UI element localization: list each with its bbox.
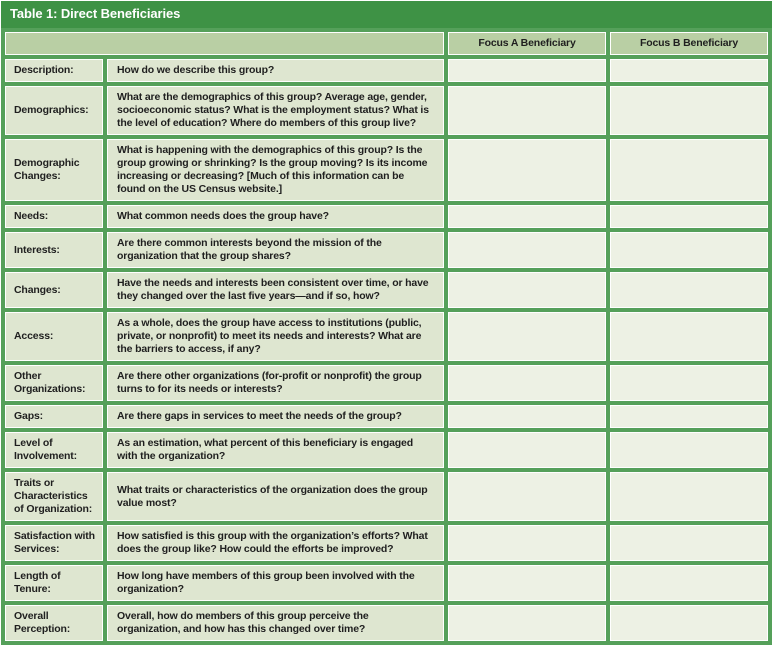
table-row xyxy=(5,86,768,135)
row-label: Needs: xyxy=(5,205,103,228)
row-label: Satisfaction with Services: xyxy=(5,525,103,561)
beneficiaries-grid xyxy=(1,28,772,645)
focus-a-cell xyxy=(448,312,606,361)
row-label: Overall Perception: xyxy=(5,605,103,641)
row-question: What are the demographics of this group? Average age, gender, socioeconomic status? What is the employment status? What is the level of education? Where do members of this group live? xyxy=(107,86,444,135)
table-row xyxy=(5,365,768,401)
focus-b-cell xyxy=(610,272,768,308)
focus-a-cell xyxy=(448,205,606,228)
row-label: Length of Tenure: xyxy=(5,565,103,601)
row-question: Overall, how do members of this group perceive the organization, and how has this changed over time? xyxy=(107,605,444,641)
row-label: Demographics: xyxy=(5,86,103,135)
column-header-spacer xyxy=(5,32,444,55)
focus-b-cell xyxy=(610,365,768,401)
table-body xyxy=(5,59,768,641)
table-row xyxy=(5,232,768,268)
focus-b-cell xyxy=(610,205,768,228)
focus-a-cell xyxy=(448,59,606,82)
row-question: Are there gaps in services to meet the needs of the group? xyxy=(107,405,444,428)
row-label: Other Organizations: xyxy=(5,365,103,401)
focus-a-cell xyxy=(448,525,606,561)
table-row xyxy=(5,205,768,228)
row-label: Description: xyxy=(5,59,103,82)
table-title-bar xyxy=(1,1,772,28)
row-question: How do we describe this group? xyxy=(107,59,444,82)
focus-b-cell xyxy=(610,59,768,82)
row-question: Have the needs and interests been consistent over time, or have they changed over the last five years—and if so, how? xyxy=(107,272,444,308)
focus-a-cell xyxy=(448,565,606,601)
focus-b-cell xyxy=(610,605,768,641)
focus-b-cell xyxy=(610,472,768,521)
focus-b-cell xyxy=(610,312,768,361)
row-label: Access: xyxy=(5,312,103,361)
row-question: Are there common interests beyond the mission of the organization that the group shares? xyxy=(107,232,444,268)
table-row xyxy=(5,605,768,641)
beneficiaries-table xyxy=(1,1,772,645)
focus-a-cell xyxy=(448,605,606,641)
table-row xyxy=(5,272,768,308)
row-question: As a whole, does the group have access to institutions (public, private, or nonprofit) to meet its needs and interests? What are the barriers to access, if any? xyxy=(107,312,444,361)
column-header-focus-b: Focus B Beneficiary xyxy=(610,32,768,55)
focus-b-cell xyxy=(610,565,768,601)
focus-b-cell xyxy=(610,232,768,268)
table-row xyxy=(5,405,768,428)
table-row xyxy=(5,312,768,361)
focus-a-cell xyxy=(448,86,606,135)
row-question: How satisfied is this group with the organization’s efforts? What does the group like? How could the efforts be improved? xyxy=(107,525,444,561)
row-label: Demographic Changes: xyxy=(5,139,103,201)
table-title: Table 1: Direct Beneficiaries xyxy=(10,6,181,21)
focus-b-cell xyxy=(610,86,768,135)
table-row xyxy=(5,432,768,468)
row-question: What traits or characteristics of the organization does the group value most? xyxy=(107,472,444,521)
table-row xyxy=(5,139,768,201)
column-header-row xyxy=(5,32,768,55)
row-question: As an estimation, what percent of this beneficiary is engaged with the organization? xyxy=(107,432,444,468)
table-row xyxy=(5,59,768,82)
row-question: What is happening with the demographics of this group? Is the group growing or shrinking? Is the group moving? Is its income increasing or decreasing? [Much of this information can be found on the US Census website.] xyxy=(107,139,444,201)
row-question: Are there other organizations (for-profit or nonprofit) the group turns to for its needs or interests? xyxy=(107,365,444,401)
row-label: Gaps: xyxy=(5,405,103,428)
table-row xyxy=(5,565,768,601)
row-label: Interests: xyxy=(5,232,103,268)
row-question: What common needs does the group have? xyxy=(107,205,444,228)
row-label: Level of Involvement: xyxy=(5,432,103,468)
table-row xyxy=(5,472,768,521)
focus-a-cell xyxy=(448,272,606,308)
focus-b-cell xyxy=(610,525,768,561)
table-row xyxy=(5,525,768,561)
row-question: How long have members of this group been involved with the organization? xyxy=(107,565,444,601)
row-label: Traits or Characteristics of Organization: xyxy=(5,472,103,521)
focus-b-cell xyxy=(610,139,768,201)
focus-a-cell xyxy=(448,232,606,268)
focus-b-cell xyxy=(610,432,768,468)
focus-b-cell xyxy=(610,405,768,428)
column-header-focus-a: Focus A Beneficiary xyxy=(448,32,606,55)
focus-a-cell xyxy=(448,405,606,428)
focus-a-cell xyxy=(448,472,606,521)
focus-a-cell xyxy=(448,432,606,468)
focus-a-cell xyxy=(448,365,606,401)
row-label: Changes: xyxy=(5,272,103,308)
focus-a-cell xyxy=(448,139,606,201)
